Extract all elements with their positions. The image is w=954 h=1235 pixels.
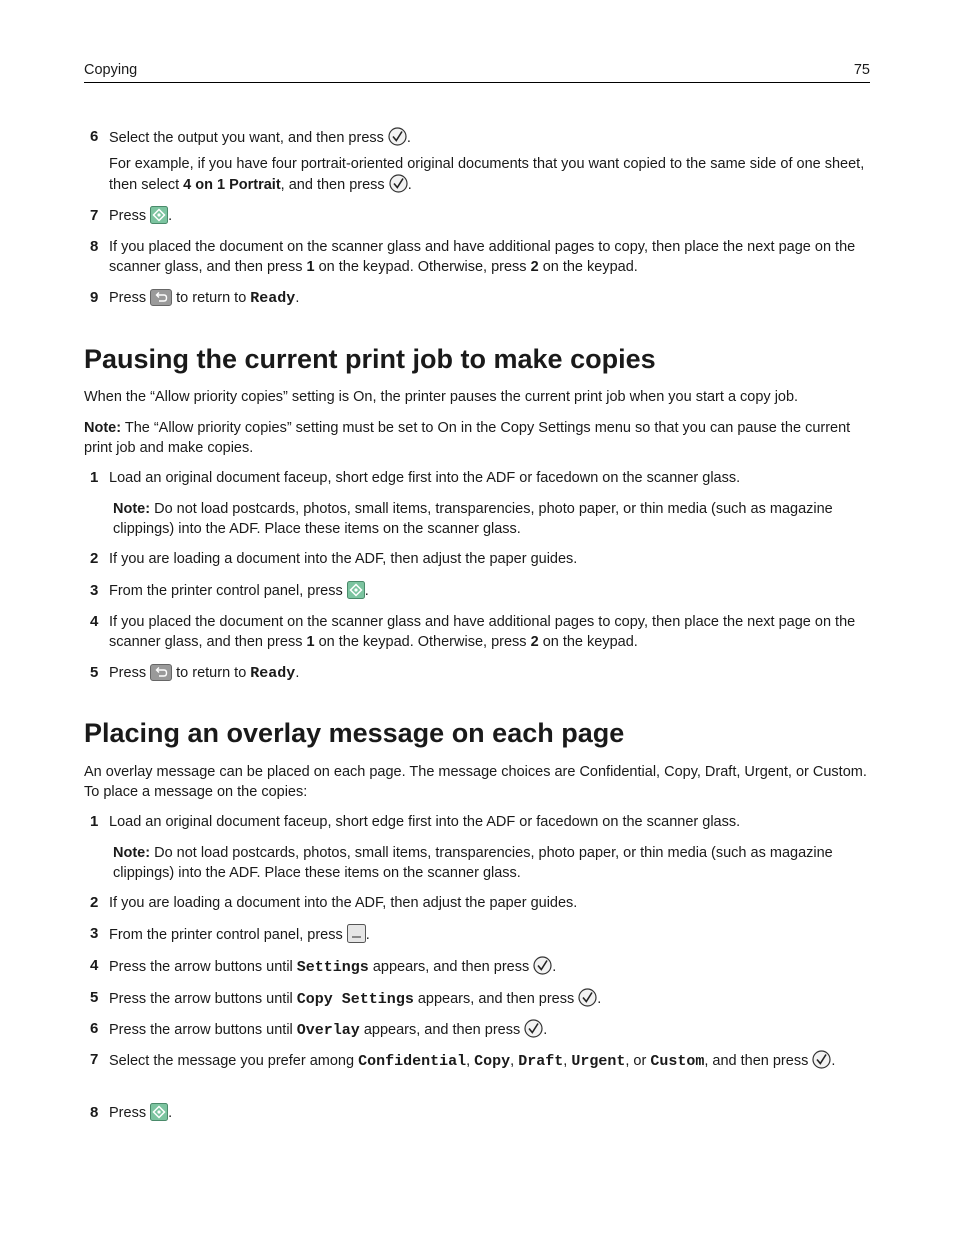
checkmark-circle-icon bbox=[524, 1019, 543, 1038]
section2-intro: An overlay message can be placed on each page. The message choices are Confidential, Copy, Draft, Urgent, or Custom. To place a message on the copies: bbox=[84, 764, 867, 800]
s2-step-3: 3 From the printer control panel, press . bbox=[90, 925, 370, 943]
s1-step-2: 2 If you are loading a document into the ADF, then adjust the paper guides. bbox=[90, 550, 578, 567]
checkmark-circle-icon bbox=[812, 1050, 831, 1069]
checkmark-circle-icon bbox=[533, 956, 552, 975]
back-arrow-icon bbox=[150, 664, 172, 681]
step-number: 9 bbox=[90, 289, 99, 306]
page-number: 75 bbox=[853, 62, 870, 78]
start-diamond-icon bbox=[150, 206, 168, 224]
checkmark-circle-icon bbox=[578, 988, 597, 1007]
step-number: 7 bbox=[90, 207, 99, 224]
page-header bbox=[84, 60, 870, 83]
step-number: 4 bbox=[90, 957, 99, 974]
start-diamond-icon bbox=[150, 1103, 168, 1121]
step-number: 2 bbox=[90, 894, 99, 911]
chapter-title: Copying bbox=[84, 62, 138, 78]
step-number: 4 bbox=[90, 613, 99, 630]
step-number: 8 bbox=[90, 1104, 99, 1121]
section-title-pausing: Pausing the current print job to make copies bbox=[84, 344, 656, 374]
step-7: 7 Press . bbox=[90, 207, 173, 224]
step-6-example: For example, if you have four portrait-oriented original documents that you want copied to the same side of one sheet, then select 4 on 1 Portrait, and then press . bbox=[109, 156, 865, 193]
step-number: 5 bbox=[90, 664, 99, 681]
step-8: 8 If you placed the document on the scanner glass and have additional pages to copy, then place the next page on the scanner glass, and then press 1 on the keypad. Otherwise, press 2 on the keypad. bbox=[90, 238, 856, 275]
start-diamond-icon bbox=[347, 581, 365, 599]
s1-step-1: 1 Load an original document faceup, short edge first into the ADF or facedown on the scanner glass. bbox=[90, 469, 741, 486]
step-number: 1 bbox=[90, 813, 99, 830]
step-number: 5 bbox=[90, 989, 99, 1006]
checkmark-circle-icon bbox=[388, 127, 407, 146]
section1-note: Note: The “Allow priority copies” setting must be set to On in the Copy Settings menu so that you can pause the current print job and make copies. bbox=[84, 420, 851, 456]
s2-step-1-note: Note: Do not load postcards, photos, small items, transparencies, photo paper, or thin media (such as magazine clippings) into the ADF. Place these items on the scanner glass. bbox=[113, 845, 833, 881]
step-number: 2 bbox=[90, 550, 99, 567]
step-6: 6 Select the output you want, and then press . bbox=[90, 128, 411, 146]
s2-step-6: 6 Press the arrow buttons until Overlay appears, and then press . bbox=[90, 1020, 548, 1039]
s2-step-5: 5 Press the arrow buttons until Copy Settings appears, and then press . bbox=[90, 989, 602, 1008]
step-number: 6 bbox=[90, 128, 99, 145]
step-number: 7 bbox=[90, 1051, 99, 1068]
step-9: 9 Press to return to Ready. bbox=[90, 289, 300, 307]
s1-step-5: 5 Press to return to Ready. bbox=[90, 664, 300, 682]
s1-step-1-note: Note: Do not load postcards, photos, small items, transparencies, photo paper, or thin media (such as magazine clippings) into the ADF. Place these items on the scanner glass. bbox=[113, 501, 833, 537]
s2-step-8: 8 Press . bbox=[90, 1104, 173, 1121]
s2-step-4: 4 Press the arrow buttons until Settings appears, and then press . bbox=[90, 957, 557, 976]
step-number: 6 bbox=[90, 1020, 99, 1037]
s2-step-1: 1 Load an original document faceup, short edge first into the ADF or facedown on the scanner glass. bbox=[90, 813, 741, 830]
s2-step-7: 7 Select the message you prefer among Confidential, Copy, Draft, Urgent, or Custom, and then press . bbox=[90, 1051, 836, 1070]
step-number: 3 bbox=[90, 582, 99, 599]
s1-step-3: 3 From the printer control panel, press . bbox=[90, 582, 369, 599]
step-number: 1 bbox=[90, 469, 99, 486]
step-number: 3 bbox=[90, 925, 99, 942]
menu-button-icon bbox=[347, 924, 366, 943]
step-number: 8 bbox=[90, 238, 99, 255]
section1-intro: When the “Allow priority copies” setting is On, the printer pauses the current print job when you start a copy job. bbox=[84, 389, 799, 405]
s1-step-4: 4 If you placed the document on the scanner glass and have additional pages to copy, then place the next page on the scanner glass, and then press 1 on the keypad. Otherwise, press 2 on the keypad. bbox=[90, 613, 856, 650]
section-title-overlay: Placing an overlay message on each page bbox=[84, 718, 625, 748]
back-arrow-icon bbox=[150, 289, 172, 306]
checkmark-circle-icon bbox=[389, 174, 408, 193]
s2-step-2: 2 If you are loading a document into the ADF, then adjust the paper guides. bbox=[90, 894, 578, 911]
